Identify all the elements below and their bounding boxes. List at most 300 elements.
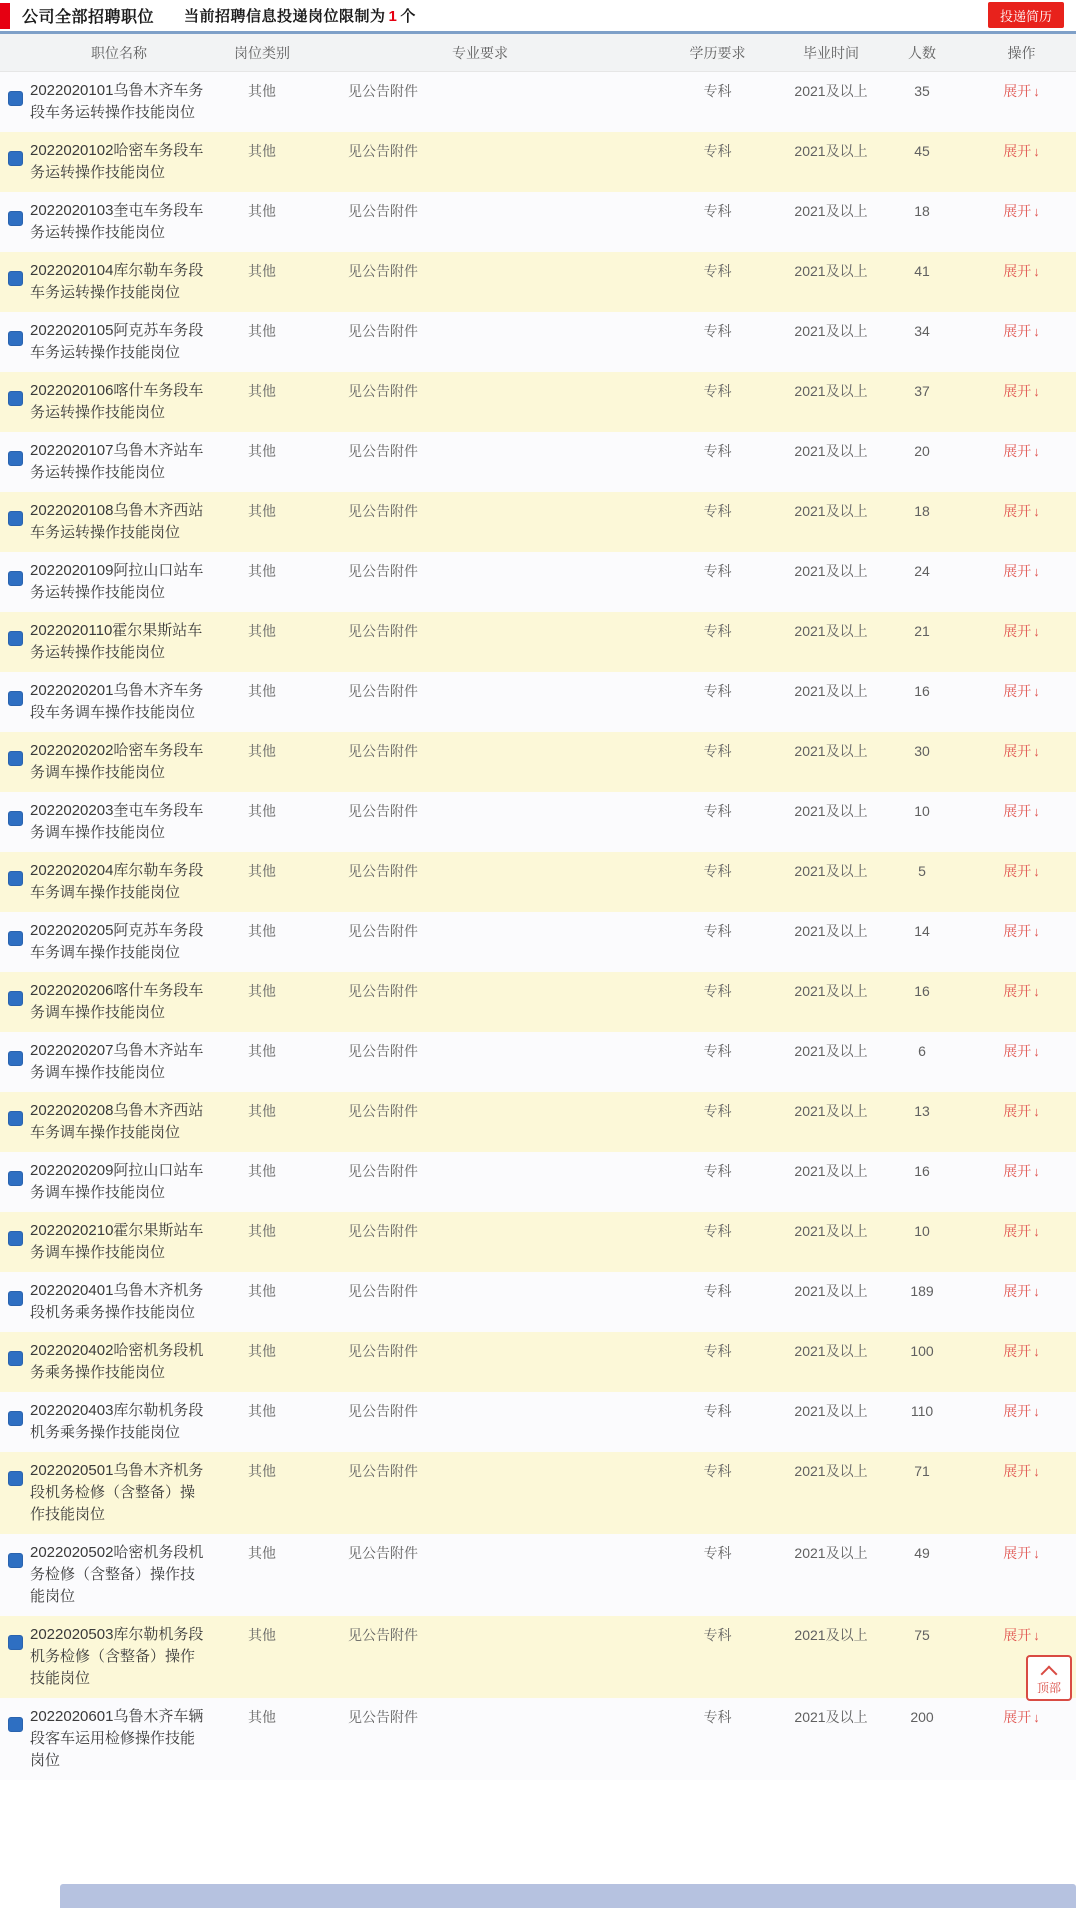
position-name: 2022020109阿拉山口站车务运转操作技能岗位 — [30, 562, 204, 601]
expand-button[interactable] — [1003, 1223, 1040, 1239]
education-requirement: 专科 — [703, 1343, 732, 1359]
position-name: 2022020403库尔勒机务段机务乘务操作技能岗位 — [30, 1402, 204, 1441]
arrow-down-icon: ↓ — [1033, 564, 1040, 579]
expand-label: 展开 — [1003, 743, 1032, 759]
graduation-time: 2021及以上 — [794, 263, 868, 279]
row-checkbox[interactable] — [8, 1171, 23, 1186]
arrow-down-icon: ↓ — [1033, 324, 1040, 339]
graduation-time: 2021及以上 — [794, 743, 868, 759]
expand-label: 展开 — [1003, 1709, 1032, 1725]
headcount: 10 — [914, 1223, 930, 1239]
major-requirement: 见公告附件 — [348, 563, 418, 579]
table-row — [0, 1616, 1076, 1698]
graduation-time: 2021及以上 — [794, 1545, 868, 1561]
table-row — [0, 912, 1076, 972]
position-name: 2022020503库尔勒机务段机务检修（含整备）操作技能岗位 — [30, 1626, 204, 1687]
column-header-category: 岗位类别 — [234, 44, 290, 61]
position-category: 其他 — [248, 503, 276, 519]
table-row — [0, 852, 1076, 912]
table-row — [0, 132, 1076, 192]
row-checkbox[interactable] — [8, 571, 23, 586]
row-checkbox[interactable] — [8, 1231, 23, 1246]
expand-label: 展开 — [1003, 1223, 1032, 1239]
expand-button[interactable] — [1003, 1463, 1040, 1479]
row-checkbox[interactable] — [8, 1351, 23, 1366]
expand-button[interactable] — [1003, 203, 1040, 219]
row-checkbox[interactable] — [8, 331, 23, 346]
education-requirement: 专科 — [703, 1463, 732, 1479]
row-checkbox[interactable] — [8, 211, 23, 226]
expand-label: 展开 — [1003, 983, 1032, 999]
position-category: 其他 — [248, 983, 276, 999]
graduation-time: 2021及以上 — [794, 683, 868, 699]
expand-label: 展开 — [1003, 443, 1032, 459]
chevron-up-icon — [1041, 1665, 1058, 1682]
row-checkbox[interactable] — [8, 391, 23, 406]
expand-button[interactable] — [1003, 683, 1040, 699]
graduation-time: 2021及以上 — [794, 803, 868, 819]
headcount: 16 — [914, 983, 930, 999]
major-requirement: 见公告附件 — [348, 383, 418, 399]
expand-button[interactable] — [1003, 983, 1040, 999]
expand-label: 展开 — [1003, 1043, 1032, 1059]
table-row — [0, 1534, 1076, 1616]
row-checkbox[interactable] — [8, 91, 23, 106]
graduation-time: 2021及以上 — [794, 503, 868, 519]
major-requirement: 见公告附件 — [348, 1223, 418, 1239]
arrow-down-icon: ↓ — [1033, 444, 1040, 459]
table-row — [0, 1092, 1076, 1152]
expand-label: 展开 — [1003, 1403, 1032, 1419]
row-checkbox[interactable] — [8, 691, 23, 706]
position-category: 其他 — [248, 803, 276, 819]
column-header-graduation: 毕业时间 — [803, 44, 859, 61]
arrow-down-icon: ↓ — [1033, 864, 1040, 879]
arrow-down-icon: ↓ — [1033, 1344, 1040, 1359]
row-checkbox[interactable] — [8, 751, 23, 766]
table-row — [0, 552, 1076, 612]
expand-button[interactable] — [1003, 1403, 1040, 1419]
headcount: 35 — [914, 83, 930, 99]
expand-button[interactable] — [1003, 323, 1040, 339]
graduation-time: 2021及以上 — [794, 1283, 868, 1299]
expand-button[interactable] — [1003, 743, 1040, 759]
row-checkbox[interactable] — [8, 1635, 23, 1650]
submit-resume-button[interactable]: 投递简历 — [988, 2, 1064, 28]
headcount: 41 — [914, 263, 930, 279]
headcount: 200 — [910, 1709, 934, 1725]
headcount: 6 — [918, 1043, 926, 1059]
arrow-down-icon: ↓ — [1033, 924, 1040, 939]
arrow-down-icon: ↓ — [1033, 384, 1040, 399]
expand-label: 展开 — [1003, 383, 1032, 399]
graduation-time: 2021及以上 — [794, 1463, 868, 1479]
table-header-row — [0, 34, 1076, 72]
major-requirement: 见公告附件 — [348, 743, 418, 759]
expand-button[interactable] — [1003, 1103, 1040, 1119]
education-requirement: 专科 — [703, 443, 732, 459]
expand-label: 展开 — [1003, 1343, 1032, 1359]
education-requirement: 专科 — [703, 1545, 732, 1561]
position-category: 其他 — [248, 1627, 276, 1643]
position-name: 2022020207乌鲁木齐站车务调车操作技能岗位 — [30, 1042, 204, 1081]
graduation-time: 2021及以上 — [794, 83, 868, 99]
table-row — [0, 1272, 1076, 1332]
education-requirement: 专科 — [703, 683, 732, 699]
table-row — [0, 432, 1076, 492]
title-accent-bar — [0, 3, 10, 29]
graduation-time: 2021及以上 — [794, 383, 868, 399]
position-name: 2022020601乌鲁木齐车辆段客车运用检修操作技能岗位 — [30, 1708, 204, 1769]
expand-button[interactable] — [1003, 803, 1040, 819]
graduation-time: 2021及以上 — [794, 443, 868, 459]
row-checkbox[interactable] — [8, 1553, 23, 1568]
expand-button[interactable] — [1003, 923, 1040, 939]
position-category: 其他 — [248, 1283, 276, 1299]
position-name: 2022020206喀什车务段车务调车操作技能岗位 — [30, 982, 204, 1021]
education-requirement: 专科 — [703, 383, 732, 399]
headcount: 34 — [914, 323, 930, 339]
education-requirement: 专科 — [703, 863, 732, 879]
education-requirement: 专科 — [703, 1103, 732, 1119]
position-category: 其他 — [248, 1043, 276, 1059]
education-requirement: 专科 — [703, 203, 732, 219]
position-category: 其他 — [248, 863, 276, 879]
major-requirement: 见公告附件 — [348, 443, 418, 459]
major-requirement: 见公告附件 — [348, 803, 418, 819]
position-name: 2022020401乌鲁木齐机务段机务乘务操作技能岗位 — [30, 1282, 204, 1321]
back-to-top-label: 顶部 — [1036, 1680, 1061, 1695]
major-requirement: 见公告附件 — [348, 983, 418, 999]
row-checkbox[interactable] — [8, 271, 23, 286]
expand-label: 展开 — [1003, 563, 1032, 579]
headcount: 21 — [914, 623, 930, 639]
expand-label: 展开 — [1003, 803, 1032, 819]
position-name: 2022020209阿拉山口站车务调车操作技能岗位 — [30, 1162, 204, 1201]
limit-note-suffix: 个 — [400, 8, 416, 25]
limit-note-prefix: 当前招聘信息投递岗位限制为 — [184, 8, 386, 25]
graduation-time: 2021及以上 — [794, 623, 868, 639]
position-category: 其他 — [248, 623, 276, 639]
headcount: 14 — [914, 923, 930, 939]
expand-label: 展开 — [1003, 263, 1032, 279]
row-checkbox[interactable] — [8, 1717, 23, 1732]
graduation-time: 2021及以上 — [794, 203, 868, 219]
major-requirement: 见公告附件 — [348, 923, 418, 939]
major-requirement: 见公告附件 — [348, 1627, 418, 1643]
arrow-down-icon: ↓ — [1033, 804, 1040, 819]
expand-button[interactable] — [1003, 263, 1040, 279]
position-name: 2022020202哈密车务段车务调车操作技能岗位 — [30, 742, 204, 781]
position-name: 2022020102哈密车务段车务运转操作技能岗位 — [30, 142, 204, 181]
position-name: 2022020103奎屯车务段车务运转操作技能岗位 — [30, 202, 204, 241]
arrow-down-icon: ↓ — [1033, 1546, 1040, 1561]
arrow-down-icon: ↓ — [1033, 1044, 1040, 1059]
headcount: 18 — [914, 203, 930, 219]
graduation-time: 2021及以上 — [794, 983, 868, 999]
headcount: 30 — [914, 743, 930, 759]
arrow-down-icon: ↓ — [1033, 264, 1040, 279]
position-name: 2022020106喀什车务段车务运转操作技能岗位 — [30, 382, 204, 421]
position-category: 其他 — [248, 683, 276, 699]
position-name: 2022020210霍尔果斯站车务调车操作技能岗位 — [30, 1222, 204, 1261]
major-requirement: 见公告附件 — [348, 1103, 418, 1119]
table-row — [0, 72, 1076, 132]
position-category: 其他 — [248, 1545, 276, 1561]
position-name: 2022020107乌鲁木齐站车务运转操作技能岗位 — [30, 442, 204, 481]
expand-label: 展开 — [1003, 683, 1032, 699]
education-requirement: 专科 — [703, 1627, 732, 1643]
column-header-action: 操作 — [1007, 44, 1036, 61]
education-requirement: 专科 — [703, 983, 732, 999]
expand-button[interactable] — [1003, 863, 1040, 879]
expand-button[interactable] — [1003, 1545, 1040, 1561]
major-requirement: 见公告附件 — [348, 1463, 418, 1479]
position-category: 其他 — [248, 1343, 276, 1359]
position-category: 其他 — [248, 743, 276, 759]
back-to-top-button[interactable] — [1026, 1655, 1072, 1701]
major-requirement: 见公告附件 — [348, 1545, 418, 1561]
arrow-down-icon: ↓ — [1033, 504, 1040, 519]
major-requirement: 见公告附件 — [348, 1043, 418, 1059]
arrow-down-icon: ↓ — [1033, 204, 1040, 219]
education-requirement: 专科 — [703, 323, 732, 339]
expand-label: 展开 — [1003, 923, 1032, 939]
row-checkbox[interactable] — [8, 1051, 23, 1066]
table-row — [0, 252, 1076, 312]
education-requirement: 专科 — [703, 623, 732, 639]
headcount: 110 — [910, 1403, 934, 1419]
table-row — [0, 672, 1076, 732]
arrow-down-icon: ↓ — [1033, 984, 1040, 999]
position-category: 其他 — [248, 263, 276, 279]
expand-label: 展开 — [1003, 1627, 1032, 1643]
position-category: 其他 — [248, 1403, 276, 1419]
major-requirement: 见公告附件 — [348, 503, 418, 519]
arrow-down-icon: ↓ — [1033, 684, 1040, 699]
headcount: 37 — [914, 383, 930, 399]
major-requirement: 见公告附件 — [348, 1709, 418, 1725]
education-requirement: 专科 — [703, 563, 732, 579]
graduation-time: 2021及以上 — [794, 1223, 868, 1239]
major-requirement: 见公告附件 — [348, 83, 418, 99]
arrow-down-icon: ↓ — [1033, 1464, 1040, 1479]
headcount: 10 — [914, 803, 930, 819]
arrow-down-icon: ↓ — [1033, 1164, 1040, 1179]
table-row — [0, 1152, 1076, 1212]
major-requirement: 见公告附件 — [348, 263, 418, 279]
expand-button[interactable] — [1003, 1283, 1040, 1299]
position-category: 其他 — [248, 563, 276, 579]
table-body — [0, 72, 1076, 1780]
graduation-time: 2021及以上 — [794, 1403, 868, 1419]
graduation-time: 2021及以上 — [794, 1343, 868, 1359]
graduation-time: 2021及以上 — [794, 923, 868, 939]
headcount: 13 — [914, 1103, 930, 1119]
arrow-down-icon: ↓ — [1033, 144, 1040, 159]
expand-button[interactable] — [1003, 143, 1040, 159]
table-row — [0, 1452, 1076, 1534]
position-category: 其他 — [248, 203, 276, 219]
expand-button[interactable] — [1003, 383, 1040, 399]
expand-button[interactable] — [1003, 623, 1040, 639]
column-header-education: 学历要求 — [689, 44, 746, 61]
education-requirement: 专科 — [703, 83, 732, 99]
expand-label: 展开 — [1003, 1103, 1032, 1119]
expand-button[interactable] — [1003, 1043, 1040, 1059]
row-checkbox[interactable] — [8, 1111, 23, 1126]
major-requirement: 见公告附件 — [348, 1163, 418, 1179]
position-category: 其他 — [248, 1103, 276, 1119]
table-row — [0, 492, 1076, 552]
expand-label: 展开 — [1003, 1463, 1032, 1479]
position-category: 其他 — [248, 323, 276, 339]
expand-label: 展开 — [1003, 863, 1032, 879]
graduation-time: 2021及以上 — [794, 1709, 868, 1725]
row-checkbox[interactable] — [8, 511, 23, 526]
position-name: 2022020105阿克苏车务段车务运转操作技能岗位 — [30, 322, 204, 361]
table-row — [0, 792, 1076, 852]
headcount: 71 — [914, 1463, 930, 1479]
headcount: 16 — [914, 1163, 930, 1179]
arrow-down-icon: ↓ — [1033, 1710, 1040, 1725]
position-name: 2022020208乌鲁木齐西站车务调车操作技能岗位 — [30, 1102, 204, 1141]
position-category: 其他 — [248, 1709, 276, 1725]
position-name: 2022020104库尔勒车务段车务运转操作技能岗位 — [30, 262, 204, 301]
headcount: 5 — [918, 863, 926, 879]
arrow-down-icon: ↓ — [1033, 1224, 1040, 1239]
education-requirement: 专科 — [703, 1283, 732, 1299]
headcount: 100 — [910, 1343, 934, 1359]
headcount: 75 — [914, 1627, 930, 1643]
position-category: 其他 — [248, 1163, 276, 1179]
position-category: 其他 — [248, 923, 276, 939]
education-requirement: 专科 — [703, 803, 732, 819]
major-requirement: 见公告附件 — [348, 323, 418, 339]
headcount: 24 — [914, 563, 930, 579]
position-name: 2022020203奎屯车务段车务调车操作技能岗位 — [30, 802, 204, 841]
education-requirement: 专科 — [703, 1163, 732, 1179]
expand-label: 展开 — [1003, 323, 1032, 339]
expand-label: 展开 — [1003, 623, 1032, 639]
row-checkbox[interactable] — [8, 1291, 23, 1306]
table-row — [0, 732, 1076, 792]
expand-button[interactable] — [1003, 563, 1040, 579]
position-category: 其他 — [248, 143, 276, 159]
graduation-time: 2021及以上 — [794, 563, 868, 579]
position-category: 其他 — [248, 443, 276, 459]
arrow-down-icon: ↓ — [1033, 744, 1040, 759]
expand-button[interactable] — [1003, 1343, 1040, 1359]
expand-label: 展开 — [1003, 1545, 1032, 1561]
table-row — [0, 1032, 1076, 1092]
expand-button[interactable] — [1003, 443, 1040, 459]
table-row — [0, 1698, 1076, 1780]
bottom-partial-bar — [60, 1884, 1076, 1908]
arrow-down-icon: ↓ — [1033, 1284, 1040, 1299]
graduation-time: 2021及以上 — [794, 323, 868, 339]
headcount: 49 — [914, 1545, 930, 1561]
expand-label: 展开 — [1003, 1163, 1032, 1179]
row-checkbox[interactable] — [8, 811, 23, 826]
major-requirement: 见公告附件 — [348, 1403, 418, 1419]
graduation-time: 2021及以上 — [794, 1103, 868, 1119]
arrow-down-icon: ↓ — [1033, 1404, 1040, 1419]
expand-label: 展开 — [1003, 143, 1032, 159]
major-requirement: 见公告附件 — [348, 1343, 418, 1359]
column-header-major: 专业要求 — [452, 44, 508, 61]
position-name: 2022020502哈密机务段机务检修（含整备）操作技能岗位 — [30, 1544, 204, 1605]
expand-button[interactable] — [1003, 1709, 1040, 1725]
education-requirement: 专科 — [703, 1403, 732, 1419]
major-requirement: 见公告附件 — [348, 203, 418, 219]
row-checkbox[interactable] — [8, 1471, 23, 1486]
position-name: 2022020205阿克苏车务段车务调车操作技能岗位 — [30, 922, 204, 961]
expand-label: 展开 — [1003, 503, 1032, 519]
position-category: 其他 — [248, 83, 276, 99]
table-row — [0, 312, 1076, 372]
graduation-time: 2021及以上 — [794, 143, 868, 159]
education-requirement: 专科 — [703, 263, 732, 279]
position-name: 2022020101乌鲁木齐车务段车务运转操作技能岗位 — [30, 82, 204, 121]
headcount: 189 — [910, 1283, 934, 1299]
column-header-headcount: 人数 — [908, 44, 936, 61]
row-checkbox[interactable] — [8, 1411, 23, 1426]
table-row — [0, 1332, 1076, 1392]
education-requirement: 专科 — [703, 1709, 732, 1725]
headcount: 18 — [914, 503, 930, 519]
row-checkbox[interactable] — [8, 631, 23, 646]
headcount: 45 — [914, 143, 930, 159]
row-checkbox[interactable] — [8, 871, 23, 886]
position-category: 其他 — [248, 1223, 276, 1239]
expand-label: 展开 — [1003, 1283, 1032, 1299]
headcount: 20 — [914, 443, 930, 459]
major-requirement: 见公告附件 — [348, 623, 418, 639]
education-requirement: 专科 — [703, 503, 732, 519]
row-checkbox[interactable] — [8, 931, 23, 946]
expand-button[interactable] — [1003, 1163, 1040, 1179]
education-requirement: 专科 — [703, 143, 732, 159]
education-requirement: 专科 — [703, 1223, 732, 1239]
position-name: 2022020108乌鲁木齐西站车务运转操作技能岗位 — [30, 502, 204, 541]
expand-button[interactable] — [1003, 503, 1040, 519]
arrow-down-icon: ↓ — [1033, 84, 1040, 99]
major-requirement: 见公告附件 — [348, 143, 418, 159]
expand-button[interactable] — [1003, 1627, 1040, 1643]
table-row — [0, 1212, 1076, 1272]
position-category: 其他 — [248, 383, 276, 399]
row-checkbox[interactable] — [8, 991, 23, 1006]
table-row — [0, 612, 1076, 672]
title-bar — [0, 0, 1076, 31]
headcount: 16 — [914, 683, 930, 699]
position-name: 2022020110霍尔果斯站车务运转操作技能岗位 — [30, 622, 203, 661]
row-checkbox[interactable] — [8, 451, 23, 466]
position-name: 2022020201乌鲁木齐车务段车务调车操作技能岗位 — [30, 682, 204, 721]
graduation-time: 2021及以上 — [794, 1163, 868, 1179]
expand-button[interactable] — [1003, 83, 1040, 99]
arrow-down-icon: ↓ — [1033, 624, 1040, 639]
table-row — [0, 192, 1076, 252]
arrow-down-icon: ↓ — [1033, 1104, 1040, 1119]
submission-limit-note — [184, 5, 416, 26]
education-requirement: 专科 — [703, 1043, 732, 1059]
page-title: 公司全部招聘职位 — [22, 9, 155, 26]
row-checkbox[interactable] — [8, 151, 23, 166]
table-row — [0, 1392, 1076, 1452]
limit-count: 1 — [388, 8, 398, 25]
